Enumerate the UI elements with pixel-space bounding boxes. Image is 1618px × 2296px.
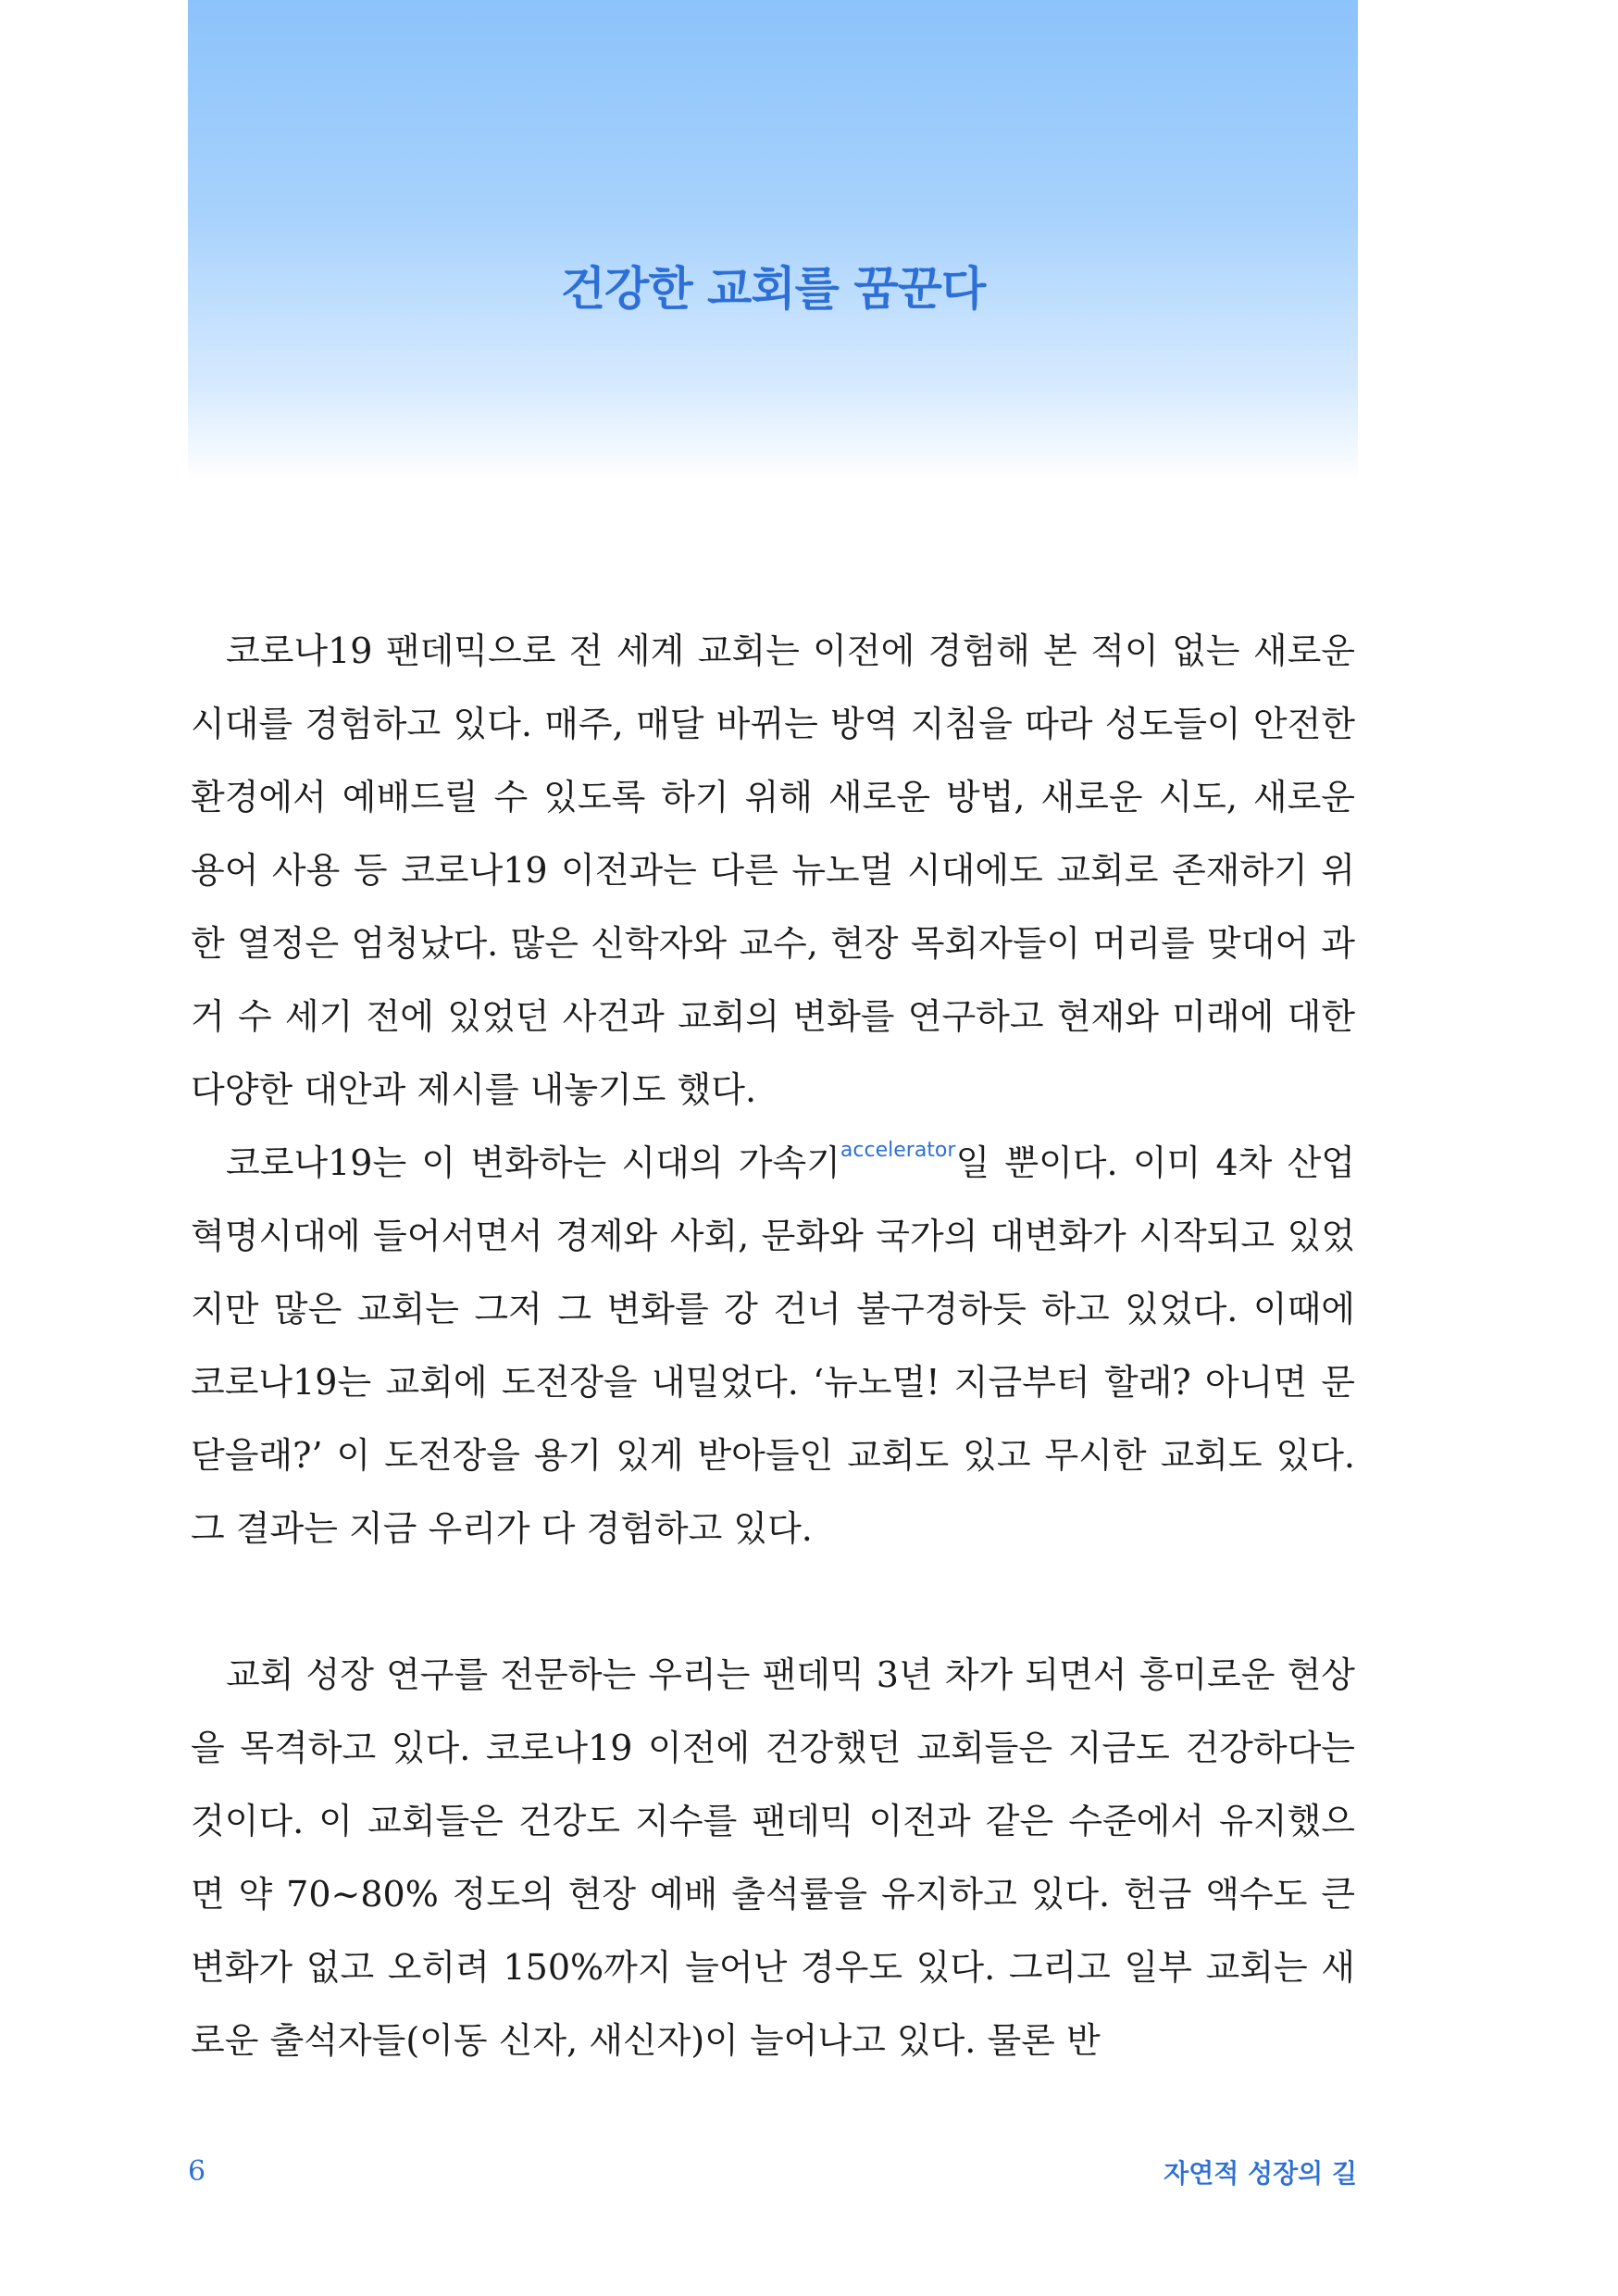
running-footer-title: 자연적 성장의 길 bbox=[1164, 2158, 1357, 2189]
paragraph-text: 일 뿐이다. 이미 4차 산업혁명시대에 들어서면서 경제와 사회, 문화와 국가의 대변화가 시작되고 있었지만 많은 교회는 그저 그 변화를 강 건너 불구경하듯 하고 있었다. 이때에 코로나19는 교회에 도전장을 내밀었다. ‘뉴노멀! 지금부터 할래? 아니면 문 닫을래?’ 이 도전장을 용기 있게 받아들인 교회도 있고 무시한 교회도 있다. 그 결과는 지금 우리가 다 경험하고 있다. bbox=[191, 1142, 1355, 1549]
body-paragraph: 코로나19 팬데믹으로 전 세계 교회는 이전에 경험해 본 적이 없는 새로운 시대를 경험하고 있다. 매주, 매달 바뀌는 방역 지침을 따라 성도들이 안전한 환경에서 예배드릴 수 있도록 하기 위해 새로운 방법, 새로운 시도, 새로운 용어 사용 등 코로나19 이전과는 다른 뉴노멀 시대에도 교회로 존재하기 위한 열정은 엄청났다. 많은 신학자와 교수, 현장 목회자들이 머리를 맞대어 과거 수 세기 전에 있었던 사건과 교회의 변화를 연구하고 현재와 미래에 대한 다양한 대안과 제시를 내놓기도 했다. bbox=[191, 630, 1355, 1110]
page-number: 6 bbox=[188, 2155, 206, 2188]
body-paragraph bbox=[191, 1127, 1355, 1566]
superscript-term: accelerator bbox=[840, 1139, 956, 1162]
chapter-title: 건강한 교회를 꿈꾼다 bbox=[560, 262, 986, 316]
body-paragraph: 교회 성장 연구를 전문하는 우리는 팬데믹 3년 차가 되면서 흥미로운 현상을 목격하고 있다. 코로나19 이전에 건강했던 교회들은 지금도 건강하다는 것이다. 이 교회들은 건강도 지수를 팬데믹 이전과 같은 수준에서 유지했으면 약 70~80% 정도의 현장 예배 출석률을 유지하고 있다. 헌금 액수도 큰 변화가 없고 오히려 150%까지 늘어난 경우도 있다. 그리고 일부 교회는 새로운 출석자들(이동 신자, 새신자)이 늘어나고 있다. 물론 반 bbox=[191, 1654, 1355, 2061]
body-section-2 bbox=[191, 1639, 1355, 2078]
body-section-1 bbox=[191, 615, 1355, 1566]
paragraph-text: 코로나19는 이 변화하는 시대의 가속기 bbox=[226, 1142, 840, 1183]
chapter-header-band bbox=[188, 0, 1358, 481]
